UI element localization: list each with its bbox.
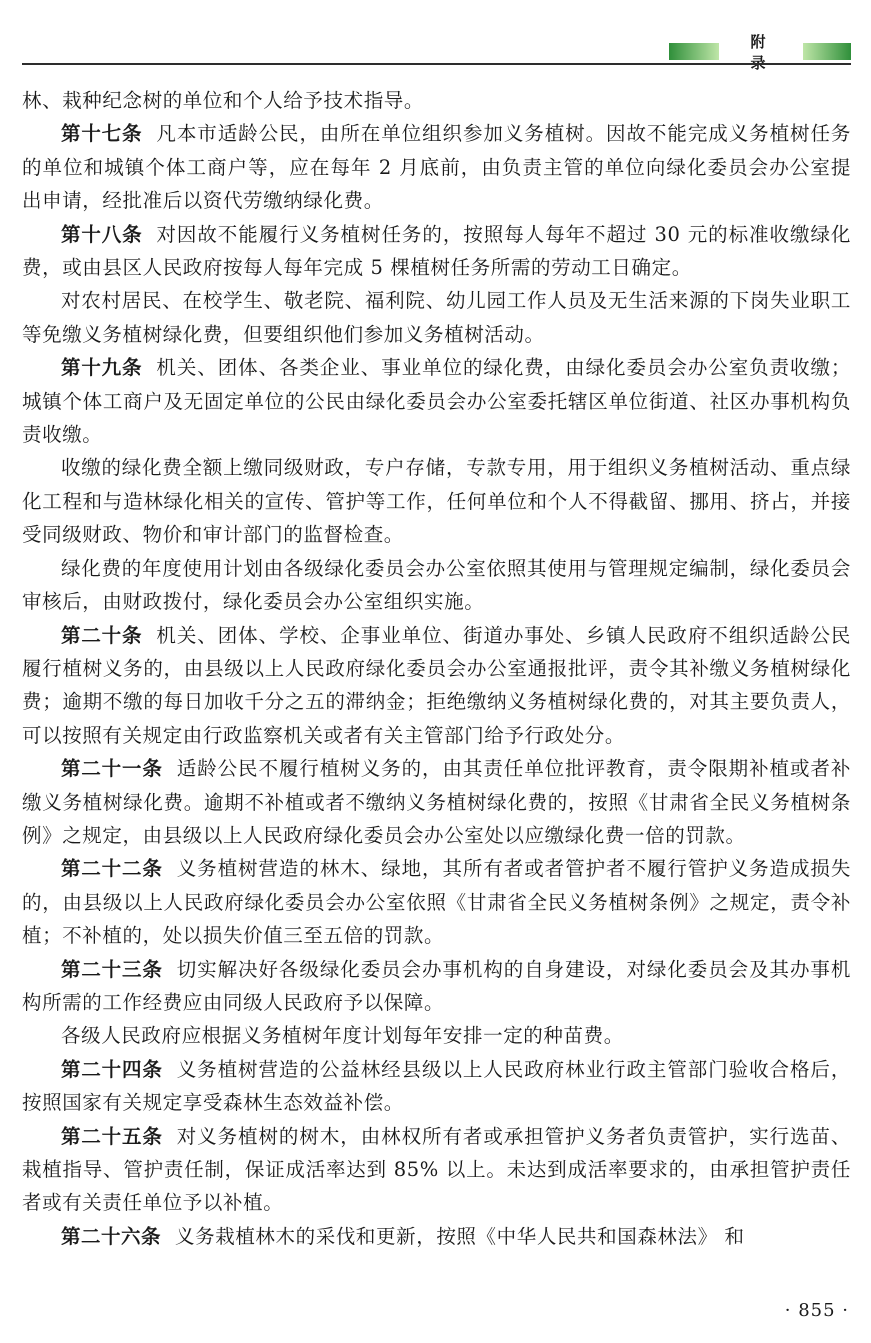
paragraph-text: 收缴的绿化费全额上缴同级财政，专户存储，专款专用，用于组织义务植树活动、重点绿化工程和与造林绿化相关的宣传、管护等工作，任何单位和个人不得截留、挪用、挤占，并接受同级财政、物价和审计部门的监督检查。 — [22, 456, 851, 547]
paragraph — [22, 351, 851, 451]
paragraph-text: 对因故不能履行义务植树任务的，按照每人每年不超过 30 元的标准收缴绿化费，或由县区人民政府按每人每年完成 5 棵植树任务所需的劳动工日确定。 — [22, 222, 851, 280]
paragraph-text: 对农村居民、在校学生、敬老院、福利院、幼儿园工作人员及无生活来源的下岗失业职工等免缴义务植树绿化费，但要组织他们参加义务植树活动。 — [22, 289, 851, 346]
paragraph — [22, 752, 851, 852]
paragraph — [22, 1120, 851, 1220]
section-label: 附 — [750, 32, 780, 51]
paragraph-text: 机关、团体、学校、企事业单位、街道办事处、乡镇人民政府不组织适龄公民履行植树义务的，由县级以上人民政府绿化委员会办公室通报批评，责令其补缴义务植树绿化费；逾期不缴的每日加收千分之五的滞纳金；拒绝缴纳义务植树绿化费的，对其主要负责人，可以按照有关规定由行政监察机关或者有关主管部门给予行政处分。 — [22, 623, 851, 747]
article-number: 第二十一条 — [61, 757, 163, 781]
article-number: 第二十二条 — [61, 857, 163, 881]
paragraph — [22, 852, 851, 952]
article-number: 第二十四条 — [61, 1057, 163, 1081]
paragraph — [22, 953, 851, 1020]
paragraph — [22, 1019, 851, 1052]
body-text — [22, 84, 851, 1253]
paragraph-text: 对义务植树的树木，由林权所有者或承担管护义务者负责管护，实行选苗、栽植指导、管护责任制，保证成活率达到 85% 以上。未达到成活率要求的，由承担管护责任者或有关责任单位予以补植。 — [22, 1124, 851, 1215]
paragraph — [22, 451, 851, 551]
paragraph-text: 各级人民政府应根据义务植树年度计划每年安排一定的种苗费。 — [61, 1024, 624, 1048]
page-number: · 855 · — [784, 1300, 849, 1321]
paragraph — [22, 1220, 851, 1253]
paragraph — [22, 117, 851, 217]
paragraph — [22, 218, 851, 285]
paragraph-text: 凡本市适龄公民，由所在单位组织参加义务植树。因故不能完成义务植树任务的单位和城镇个体工商户等，应在每年 2 月底前，由负责主管的单位向绿化委员会办公室提出申请，经批准后以资代劳缴纳绿化费。 — [22, 122, 851, 213]
section-tab — [669, 32, 851, 60]
article-number: 第二十三条 — [61, 957, 163, 981]
paragraph-text: 林、栽种纪念树的单位和个人给予技术指导。 — [22, 89, 425, 112]
paragraph — [22, 284, 851, 351]
paragraph-text: 机关、团体、各类企业、事业单位的绿化费，由绿化委员会办公室负责收缴；城镇个体工商户及无固定单位的公民由绿化委员会办公室委托辖区单位街道、社区办事机构负责收缴。 — [22, 356, 851, 447]
paragraph-text: 适龄公民不履行植树义务的，由其责任单位批评教育，责令限期补植或者补缴义务植树绿化费。逾期不补植或者不缴纳义务植树绿化费的，按照《甘肃省全民义务植树条例》之规定，由县级以上人民政府绿化委员会办公室处以应缴绿化费一倍的罚款。 — [22, 757, 851, 847]
article-number: 第二十条 — [61, 623, 143, 647]
paragraph-text: 义务栽植林木的采伐和更新，按照《中华人民共和国森林法》 和 — [175, 1224, 745, 1248]
paragraph — [22, 619, 851, 753]
paragraph-text: 义务植树营造的林木、绿地，其所有者或者管护者不履行管护义务造成损失的，由县级以上人民政府绿化委员会办公室依照《甘肃省全民义务植树条例》之规定，责令补植；不补植的，处以损失价值三至五倍的罚款。 — [22, 857, 851, 948]
article-number: 第二十六条 — [61, 1224, 162, 1248]
running-header — [22, 32, 851, 65]
article-number: 第二十五条 — [61, 1124, 163, 1148]
article-number: 第十七条 — [61, 122, 143, 146]
paragraph-text: 绿化费的年度使用计划由各级绿化委员会办公室依照其使用与管理规定编制，绿化委员会审核后，由财政拨付，绿化委员会办公室组织实施。 — [22, 556, 851, 614]
article-number: 第十八条 — [61, 222, 143, 246]
paragraph-text: 义务植树营造的公益林经县级以上人民政府林业行政主管部门验收合格后，按照国家有关规定享受森林生态效益补偿。 — [22, 1057, 851, 1115]
article-number: 第十九条 — [61, 356, 143, 380]
paragraph-text: 切实解决好各级绿化委员会办事机构的自身建设，对绿化委员会及其办事机构所需的工作经费应由同级人民政府予以保障。 — [22, 957, 851, 1014]
paragraph — [22, 1053, 851, 1120]
paragraph — [22, 84, 851, 117]
header-rule — [22, 63, 851, 65]
paragraph — [22, 552, 851, 619]
header-accent-bar-right — [803, 43, 851, 60]
header-accent-bar-left — [669, 43, 719, 60]
